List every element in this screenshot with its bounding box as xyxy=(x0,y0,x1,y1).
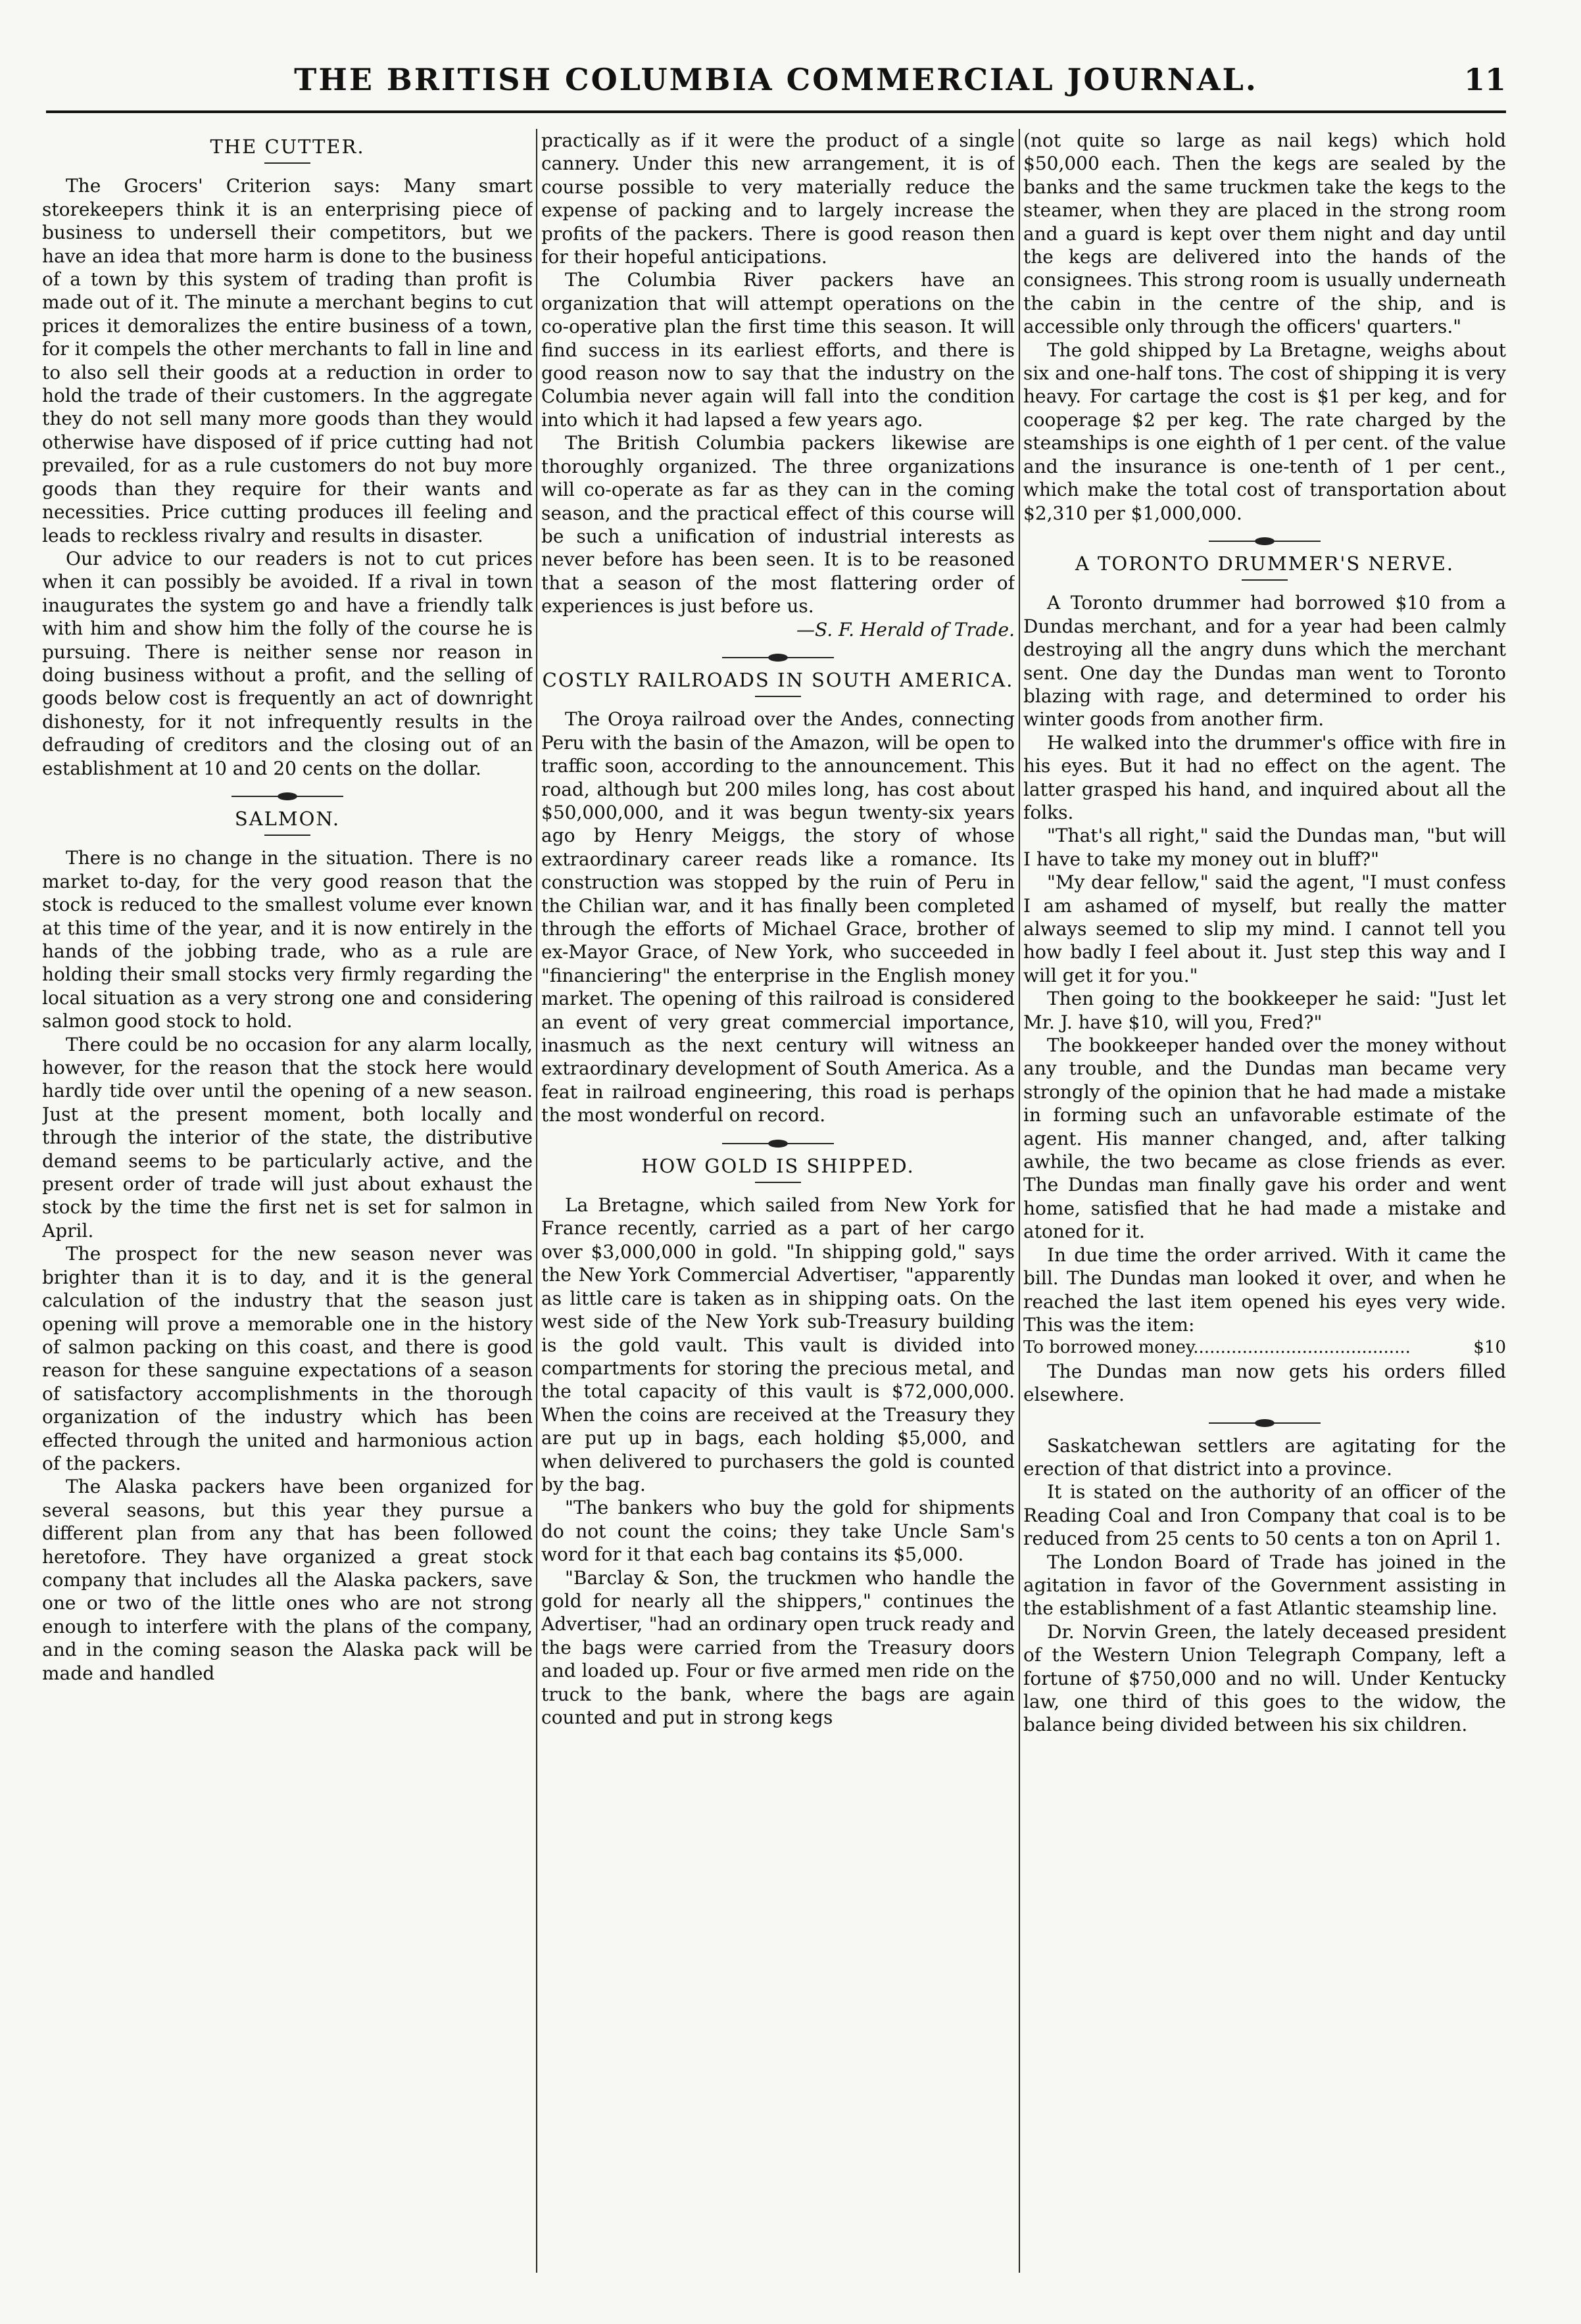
heading-rule xyxy=(264,835,310,836)
article-source: —S. F. Herald of Trade. xyxy=(796,618,1015,641)
article-paragraph: "That's all right," said the Dundas man, "but will I have to take my money out in bluff?" xyxy=(1023,825,1506,870)
article-paragraph: In due time the order arrived. With it came the bill. The Dundas man looked it over, and when he reached the last item opened his eyes very wide. This was the item: xyxy=(1023,1244,1506,1336)
article-paragraph: The Dundas man now gets his orders filled elsewhere. xyxy=(1023,1360,1506,1406)
page-number: 11 xyxy=(1463,62,1506,97)
heading-rule xyxy=(755,1182,801,1183)
heading-rule xyxy=(264,162,310,164)
article-paragraph: "Barclay & Son, the truckmen who handle the gold for nearly all the shippers," continues the Advertiser, "had an ordinary open truck ready and the bags were carried from the Treasury doors and loaded up. Four or five armed men ride on the truck to the bank, where the bags are again counted and put in strong kegs xyxy=(541,1566,1015,1728)
column-1 xyxy=(42,129,533,2273)
article-paragraph: The gold shipped by La Bretagne, weighs about six and one-half tons. The cost of shipping it is very heavy. For cartage the cost is $1 per keg, and for cooperage $2 per keg. The rate charged by the steamships is one eighth of 1 per cent. of the value and the insurance is one-tenth of 1 per cent., which make the total cost of transportation about $2,310 per $1,000,000. xyxy=(1023,339,1506,524)
column-3 xyxy=(1023,129,1506,2273)
article-paragraph: The Grocers' Criterion says: Many smart storekeepers think it is an enterprising piece of business to undersell their competitors, but we have an idea that more harm is done to the business of a town by this system of trading than profit is made out of it. The minute a merchant begins to cut prices it demoralizes the entire business of a town, for it compels the other merchants to fall in line and to also sell their goods at a reduction in order to hold the trade of their customers. In the aggregate they do not sell many more goods than they would otherwise have disposed of if price cutting had not prevailed, for as a rule customers do not buy more goods than they require for their wants and necessities. Price cutting produces ill feeling and leads to reckless rivalry and results in disaster. xyxy=(42,175,533,546)
article-heading-salmon: SALMON. xyxy=(234,807,341,830)
article-paragraph: The Columbia River packers have an organization that will attempt operations on the co-operative plan the first time this season. It will find success in its earliest efforts, and there is good reason now to say that the industry on the Columbia never again will fall into the condition into which it had lapsed a few years ago. xyxy=(541,269,1015,431)
bill-item-label: To borrowed money........................................ xyxy=(1023,1338,1411,1358)
section-separator xyxy=(1209,1418,1321,1428)
news-item: Saskatchewan settlers are agitating for the erection of that district into a province. xyxy=(1023,1434,1506,1480)
article-paragraph: He walked into the drummer's office with fire in his eyes. But it had no effect on the agent. The latter grasped his hand, and inquired about all the folks. xyxy=(1023,731,1506,823)
section-separator xyxy=(1209,537,1321,546)
article-paragraph: The British Columbia packers likewise are thoroughly organized. The three organizations will co-operate as far as they can in the coming season, and the practical effect of this course will be such a unification of industrial interests as never before has been seen. It is to be reasoned that a season of the most flattering order of experiences is just before us. xyxy=(541,432,1015,617)
article-paragraph: La Bretagne, which sailed from New York for France recently, carried as a part of her cargo over $3,000,000 in gold. "In shipping gold," says the New York Commercial Advertiser, "apparently as little care is taken as in shipping oats. On the west side of the New York sub-Treasury building is the gold vault. This vault is divided into compartments for storing the precious metal, and the total capacity of this vault is $72,000,000. When the coins are received at the Treasury they are put up in bags, each holding $5,000, and when delivered to purchasers the gold is counted by the bag. xyxy=(541,1194,1015,1495)
article-paragraph: The Oroya railroad over the Andes, connecting Peru with the basin of the Amazon, will be open to traffic soon, according to the announcement. This road, although but 200 miles long, has cost about $50,000,000, and it was begun twenty-six years ago by Henry Meiggs, the story of whose extraordinary career reads like a romance. Its construction was stopped by the ruin of Peru in the Chilian war, and it has finally been completed through the efforts of Michael Grace, brother of ex-Mayor Grace, of New York, who succeeded in "financiering" the enterprise in the English money market. The opening of this railroad is considered an event of very great commercial importance, inasmuch as the next century will witness an extraordinary development of South America. As a feat in railroad engineering, this road is perhaps the most wonderful on record. xyxy=(541,708,1015,1126)
article-paragraph: practically as if it were the product of a single cannery. Under this new arrangement, it is of course possible to very materially reduce the expense of packing and to largely increase the profits of the packers. There is good reason then for their hopeful anticipations. xyxy=(541,130,1015,268)
article-paragraph: The bookkeeper handed over the money without any trouble, and the Dundas man became very strongly of the opinion that he had made a mistake in forming such an unfavorable estimate of the agent. His manner changed, and, after talking awhile, the two became as close friends as ever. The Dundas man finally gave his order and went home, satisfied that he had made a mistake and atoned for it. xyxy=(1023,1034,1506,1243)
column-2 xyxy=(541,129,1015,2273)
section-separator xyxy=(722,653,834,662)
article-paragraph: The prospect for the new season never was brighter than it is to day, and it is the general calculation of the industry that the season just opening will prove a memorable one in the history of salmon packing on this coast, and there is good reason for these sanguine expectations of a season of satisfactory accomplishments in the thorough organization of the industry which has been effected through the united and harmonious action of the packers. xyxy=(42,1243,533,1474)
journal-title: THE BRITISH COLUMBIA COMMERCIAL JOURNAL. xyxy=(294,62,1258,97)
article-paragraph: There is no change in the situation. There is no market to-day, for the very good reason that the stock is reduced to the smallest volume ever known at this time of the year, and it is now entirely in the hands of the jobbing trade, who as a rule are holding their small stocks very firmly regarding the local situation as a very strong one and considering salmon good stock to hold. xyxy=(42,847,533,1032)
section-separator xyxy=(722,1139,834,1148)
header-rule xyxy=(46,110,1506,113)
article-heading-how-gold-is-shipped: HOW GOLD IS SHIPPED. xyxy=(641,1154,915,1177)
article-heading-costly-railroads: COSTLY RAILROADS IN SOUTH AMERICA. xyxy=(542,668,1014,691)
column-divider-1 xyxy=(536,129,537,2273)
heading-rule xyxy=(755,696,801,697)
bill-item xyxy=(1023,1336,1506,1359)
news-item: Dr. Norvin Green, the lately deceased president of the Western Union Telegraph Company, left a fortune of $750,000 and no will. Under Kentucky law, one third of this goes to the widow, the balance being divided between his six children. xyxy=(1023,1620,1506,1736)
news-item: The London Board of Trade has joined in the agitation in favor of the Government assisting in the establishment of a fast Atlantic steamship line. xyxy=(1023,1551,1506,1620)
article-paragraph: A Toronto drummer had borrowed $10 from a Dundas merchant, and for a year had been calmly destroying all the angry duns which the merchant sent. One day the Dundas man went to Toronto blazing with rage, and determined to order his winter goods from another firm. xyxy=(1023,592,1506,731)
article-paragraph: "My dear fellow," said the agent, "I must confess I am ashamed of myself, but really the matter always seemed to slip my mind. I cannot tell you how badly I feel about it. Just step this way and I will get it for you." xyxy=(1023,871,1506,986)
section-separator xyxy=(231,792,343,801)
news-item: It is stated on the authority of an officer of the Reading Coal and Iron Company that coal is to be reduced from 25 cents to 50 cents a ton on April 1. xyxy=(1023,1481,1506,1550)
article-paragraph: (not quite so large as nail kegs) which hold $50,000 each. Then the kegs are sealed by the banks and the same truckmen take the kegs to the steamer, when they are placed in the strong room and a guard is kept over them night and day until the kegs are delivered into the hands of the consignees. This strong room is usually underneath the cabin in the centre of the ship, and is accessible only through the officers' quarters." xyxy=(1023,130,1506,338)
article-heading-toronto-drummer: A TORONTO DRUMMER'S NERVE. xyxy=(1075,552,1455,575)
article-paragraph: There could be no occasion for any alarm locally, however, for the reason that the stock here would hardly tide over until the opening of a new season. Just at the present moment, both locally and through the interior of the state, the distributive demand seems to be particularly active, and the present order of trade will just about exhaust the stock by the time the first net is set for salmon in April. xyxy=(42,1033,533,1242)
article-heading-the-cutter: THE CUTTER. xyxy=(210,135,365,158)
masthead xyxy=(46,58,1506,97)
article-paragraph: "The bankers who buy the gold for shipments do not count the coins; they take Uncle Sam's word for it that each bag contains its $5,000. xyxy=(541,1497,1015,1566)
article-paragraph: The Alaska packers have been organized for several seasons, but this year they pursue a different plan from any that has been followed heretofore. They have organized a great stock company that includes all the Alaska packers, save one or two of the little ones who are not strong enough to interfere with the plans of the company, and in the coming season the Alaska pack will be made and handled xyxy=(42,1476,533,1684)
article-paragraph: Then going to the bookkeeper he said: "Just let Mr. J. have $10, will you, Fred?" xyxy=(1023,988,1506,1033)
column-divider-2 xyxy=(1019,129,1020,2273)
bill-item-amount: $10 xyxy=(1473,1338,1506,1358)
heading-rule xyxy=(1242,579,1288,581)
article-paragraph: Our advice to our readers is not to cut prices when it can possibly be avoided. If a rival in town inaugurates the system go and have a friendly talk with him and show him the folly of the course he is pursuing. There is neither sense nor reason in doing business without a profit, and the selling of goods below cost is frequently an act of downright dishonesty, for it not infrequently results in the defrauding of creditors and the closing out of an establishment at 10 and 20 cents on the dollar. xyxy=(42,547,533,779)
